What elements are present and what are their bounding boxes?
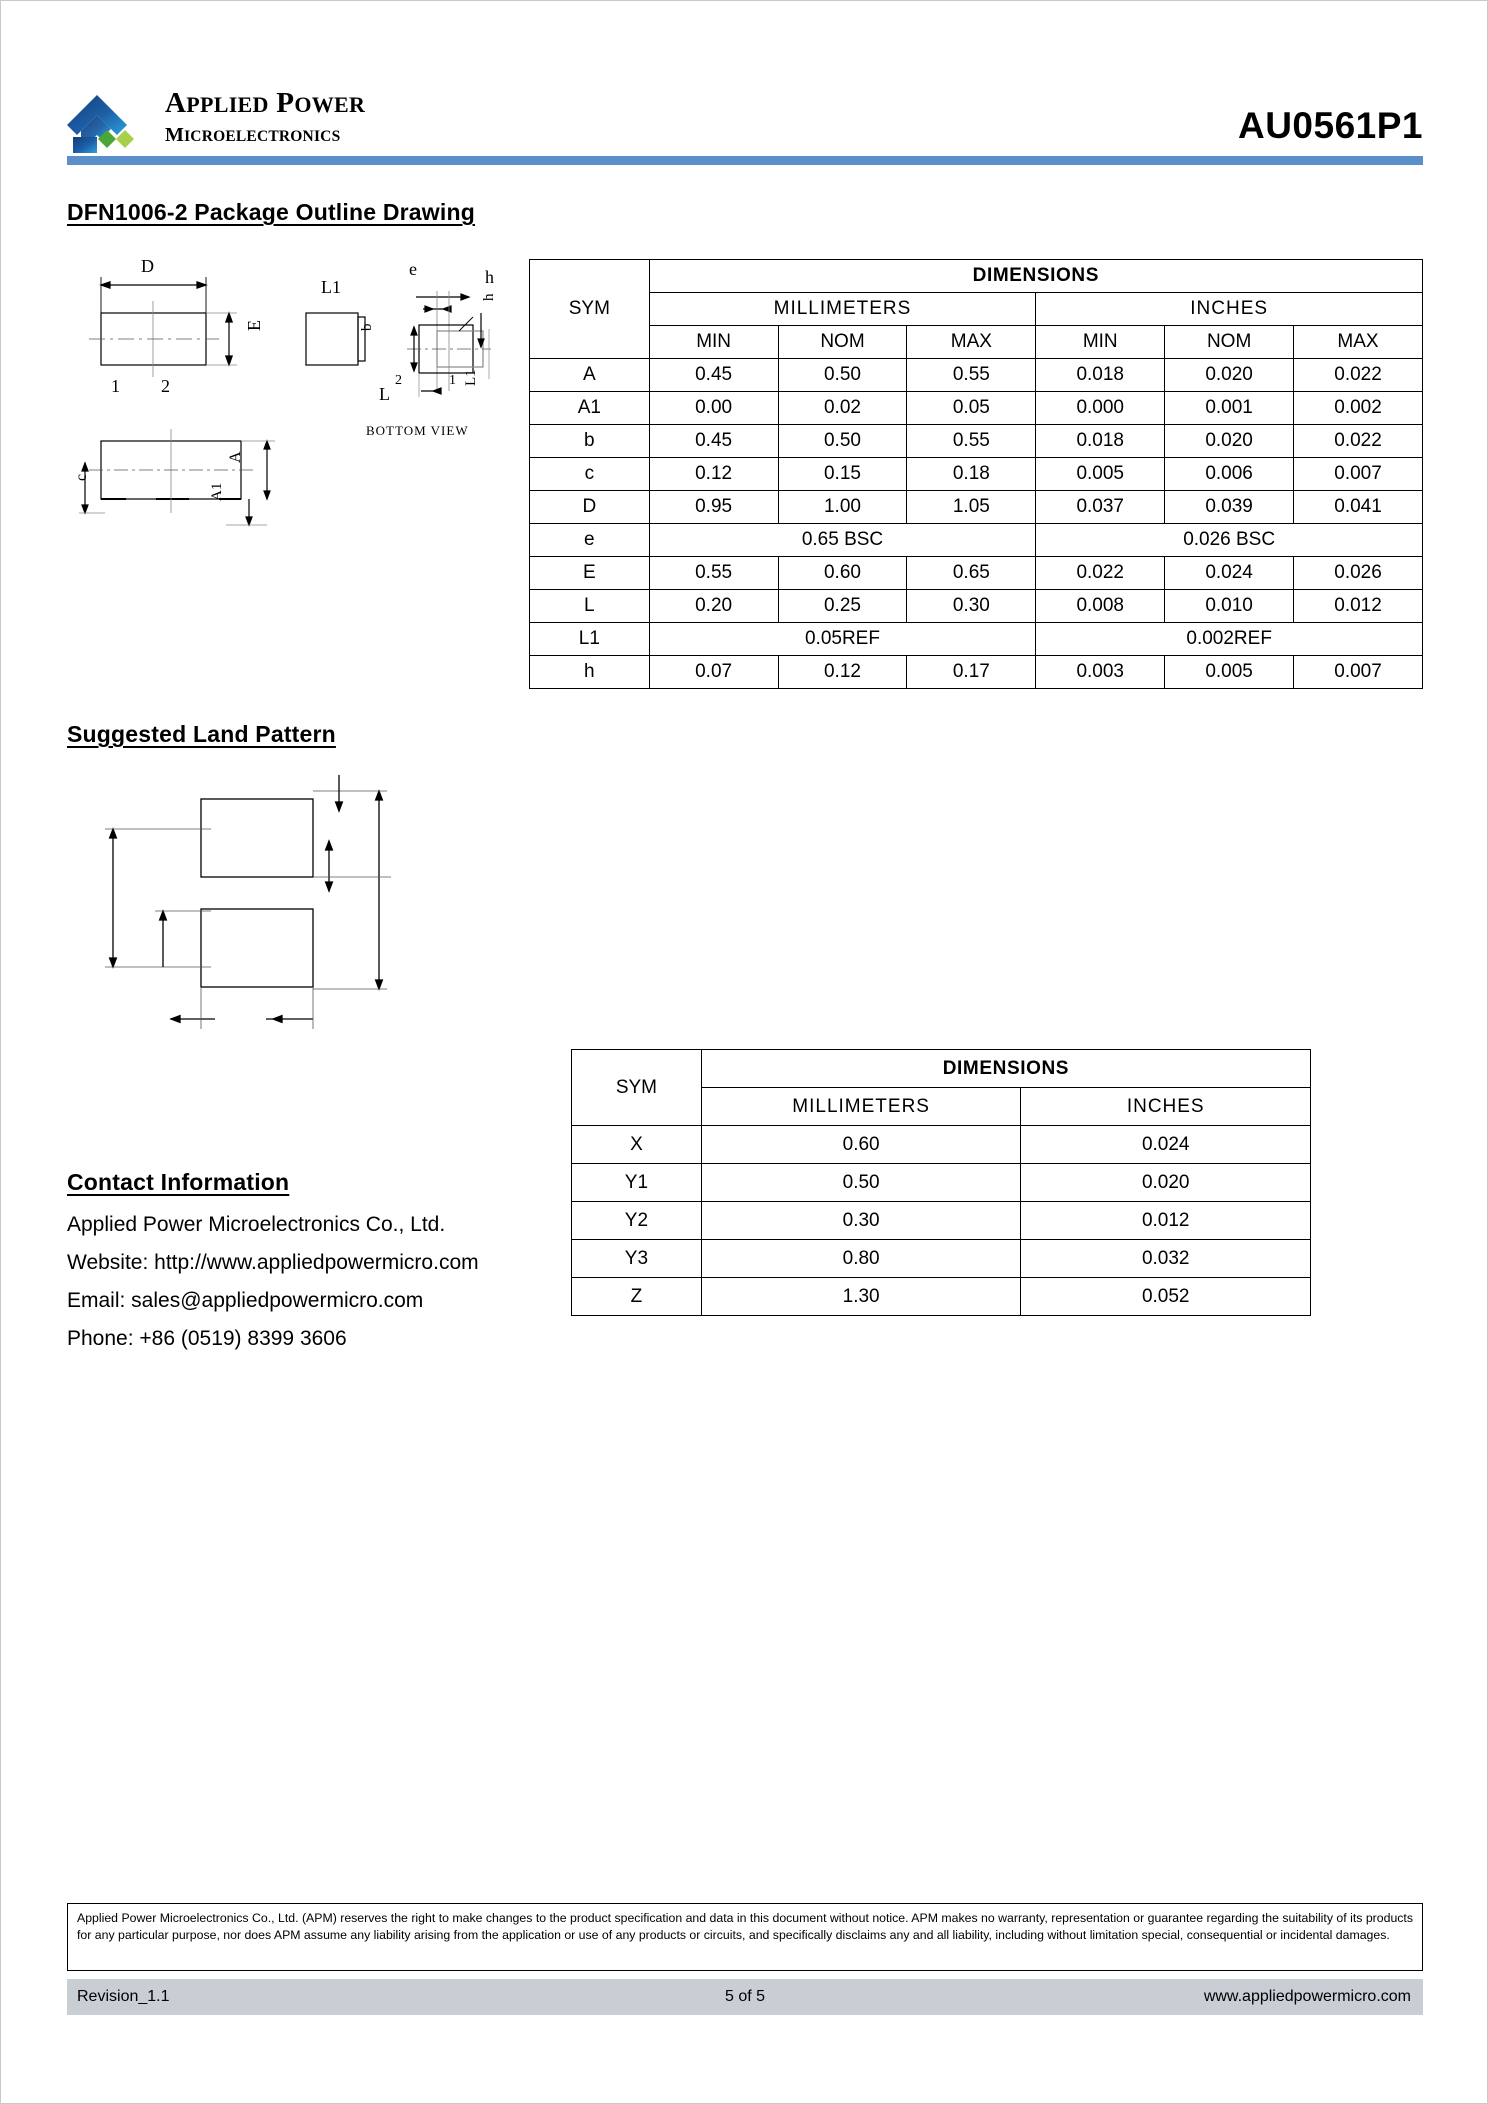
cell-mm: 1.30: [701, 1278, 1021, 1316]
package-dimensions-table: [529, 259, 1423, 689]
drawing-label-h-top: h: [485, 267, 494, 287]
table-row: [572, 1202, 1311, 1240]
cell-in-span: 0.026 BSC: [1036, 524, 1423, 557]
section-title-contact: Contact Information: [67, 1169, 290, 1195]
footer-page-number: 5 of 5: [724, 1988, 766, 2005]
footer-revision: Revision_1.1: [77, 1988, 170, 2005]
cell-mm: 0.60: [701, 1126, 1021, 1164]
cell-in-nom: 0.001: [1165, 392, 1294, 425]
cell-mm-max: 0.05: [907, 392, 1036, 425]
table-row: [530, 425, 1423, 458]
cell-in-max: 0.002: [1294, 392, 1423, 425]
cell-in-nom: 0.010: [1165, 590, 1294, 623]
table-row: [572, 1126, 1311, 1164]
drawing-label-e: e: [409, 259, 417, 279]
cell-mm-nom: 0.15: [778, 458, 907, 491]
cell-mm: 0.50: [701, 1164, 1021, 1202]
land-pattern-drawing: [91, 771, 541, 1061]
table-row: [572, 1278, 1311, 1316]
cell-sym: L1: [530, 623, 650, 656]
cell-mm-nom: 0.60: [778, 557, 907, 590]
drawing-label-E: E: [244, 320, 264, 331]
drawing-label-pin1: 1: [111, 376, 120, 396]
col-mm-min: MIN: [649, 326, 778, 359]
cell-in-max: 0.022: [1294, 359, 1423, 392]
cell-in: 0.024: [1021, 1126, 1311, 1164]
cell-in-max: 0.022: [1294, 425, 1423, 458]
drawing-label-A: A: [227, 451, 244, 463]
land-sym-header-cell: SYM: [572, 1050, 702, 1126]
table-row: [530, 656, 1423, 689]
cell-sym: Z: [572, 1278, 702, 1316]
section-title-package-outline: DFN1006-2 Package Outline Drawing: [67, 199, 475, 225]
cell-in-span: 0.002REF: [1036, 623, 1423, 656]
contact-company: Applied Power Microelectronics Co., Ltd.: [67, 1213, 446, 1236]
drawing-label-bv-pin2: 2: [395, 373, 402, 388]
cell-mm-nom: 0.50: [778, 359, 907, 392]
cell-in-nom: 0.024: [1165, 557, 1294, 590]
cell-sym: Y1: [572, 1164, 702, 1202]
logo-wordmark: [165, 89, 365, 145]
table-row: [572, 1164, 1311, 1202]
table-row: [530, 524, 1423, 557]
drawing-label-bv-pin1: 1: [449, 373, 456, 388]
cell-mm-span: 0.65 BSC: [649, 524, 1036, 557]
land-pattern-dimensions-table: [571, 1049, 1311, 1316]
cell-in-min: 0.008: [1036, 590, 1165, 623]
logo-line-microelectronics: MICROELECTRONICS: [165, 124, 341, 146]
cell-sym: D: [530, 491, 650, 524]
page-header: [67, 87, 1423, 167]
cell-sym: c: [530, 458, 650, 491]
cell-mm-nom: 0.02: [778, 392, 907, 425]
footer-url[interactable]: www.appliedpowermicro.com: [1203, 1988, 1411, 2005]
cell-mm-min: 0.20: [649, 590, 778, 623]
cell-sym: b: [530, 425, 650, 458]
cell-mm-min: 0.55: [649, 557, 778, 590]
col-in-max: MAX: [1294, 326, 1423, 359]
cell-mm-max: 0.55: [907, 425, 1036, 458]
cell-in-min: 0.005: [1036, 458, 1165, 491]
cell-in-min: 0.022: [1036, 557, 1165, 590]
table-row: [530, 590, 1423, 623]
company-logo: [67, 87, 427, 153]
table-row: [530, 623, 1423, 656]
cell-mm-min: 0.45: [649, 359, 778, 392]
cell-sym: A1: [530, 392, 650, 425]
cell-in: 0.012: [1021, 1202, 1311, 1240]
cell-sym: Y2: [572, 1202, 702, 1240]
cell-in-nom: 0.006: [1165, 458, 1294, 491]
drawing-label-L: L: [379, 384, 390, 404]
cell-in-nom: 0.005: [1165, 656, 1294, 689]
cell-in-nom: 0.020: [1165, 359, 1294, 392]
dimensions-header-cell: DIMENSIONS: [649, 260, 1422, 293]
land-col-inches: INCHES: [1021, 1088, 1311, 1126]
cell-mm-min: 0.00: [649, 392, 778, 425]
table-row: [530, 359, 1423, 392]
cell-in-nom: 0.039: [1165, 491, 1294, 524]
table-row: [572, 1240, 1311, 1278]
drawing-label-A1: A1: [209, 482, 225, 501]
cell-mm-min: 0.45: [649, 425, 778, 458]
drawing-label-bottom-view: BOTTOM VIEW: [366, 423, 469, 438]
logo-line-applied-power: APPLIED POWER: [165, 87, 366, 119]
legal-disclaimer: Applied Power Microelectronics Co., Ltd. (APM) reserves the right to make changes to the product specification and data in this document without notice. APM makes no warranty, representation or guarantee regarding the suitability of its products for any particular purpose, nor does APM assume any liability arising from the application or use of any products or circuits, and specifically disclaims any and all liability, including without limitation special, consequential or incidental damages.: [67, 1903, 1423, 1971]
cell-in-min: 0.000: [1036, 392, 1165, 425]
cell-sym: h: [530, 656, 650, 689]
part-number: AU0561P1: [1237, 105, 1423, 146]
land-dimensions-header-cell: DIMENSIONS: [701, 1050, 1310, 1088]
col-mm-max: MAX: [907, 326, 1036, 359]
cell-sym: Y3: [572, 1240, 702, 1278]
cell-mm-min: 0.07: [649, 656, 778, 689]
cell-mm-min: 0.12: [649, 458, 778, 491]
contact-phone: Phone: +86 (0519) 8399 3606: [67, 1327, 347, 1350]
cell-mm-max: 0.55: [907, 359, 1036, 392]
logo-mark-icon: [67, 93, 153, 155]
section-title-land-pattern: Suggested Land Pattern: [67, 721, 336, 747]
cell-sym: E: [530, 557, 650, 590]
cell-mm-nom: 1.00: [778, 491, 907, 524]
sym-header-cell: SYM: [530, 260, 650, 359]
cell-sym: A: [530, 359, 650, 392]
cell-in-min: 0.018: [1036, 359, 1165, 392]
cell-mm-max: 1.05: [907, 491, 1036, 524]
table-row: [530, 491, 1423, 524]
cell-in-min: 0.018: [1036, 425, 1165, 458]
header-divider: [67, 156, 1423, 165]
cell-in-max: 0.007: [1294, 458, 1423, 491]
cell-in: 0.032: [1021, 1240, 1311, 1278]
cell-mm-max: 0.17: [907, 656, 1036, 689]
cell-in-min: 0.003: [1036, 656, 1165, 689]
cell-in-max: 0.012: [1294, 590, 1423, 623]
cell-in-max: 0.026: [1294, 557, 1423, 590]
land-col-millimeters: MILLIMETERS: [701, 1088, 1021, 1126]
cell-sym: X: [572, 1126, 702, 1164]
col-in-min: MIN: [1036, 326, 1165, 359]
table-row: [530, 392, 1423, 425]
millimeters-header-cell: MILLIMETERS: [649, 293, 1036, 326]
table-row: [530, 557, 1423, 590]
cell-mm: 0.80: [701, 1240, 1021, 1278]
cell-in-nom: 0.020: [1165, 425, 1294, 458]
cell-mm-nom: 0.25: [778, 590, 907, 623]
cell-mm-max: 0.18: [907, 458, 1036, 491]
col-mm-nom: NOM: [778, 326, 907, 359]
cell-mm-nom: 0.50: [778, 425, 907, 458]
cell-in-max: 0.007: [1294, 656, 1423, 689]
drawing-label-D: D: [141, 256, 154, 276]
cell-mm-max: 0.65: [907, 557, 1036, 590]
drawing-label-L1-left: L1: [321, 277, 341, 297]
cell-mm-min: 0.95: [649, 491, 778, 524]
cell-mm: 0.30: [701, 1202, 1021, 1240]
drawing-label-h-side: h: [481, 293, 497, 301]
col-in-nom: NOM: [1165, 326, 1294, 359]
drawing-label-L1-right: L1: [463, 369, 479, 386]
contact-website[interactable]: Website: http://www.appliedpowermicro.com: [67, 1251, 479, 1274]
contact-email[interactable]: Email: sales@appliedpowermicro.com: [67, 1289, 424, 1312]
drawing-label-c: c: [73, 473, 90, 481]
page-footer: [67, 1979, 1423, 2015]
cell-in: 0.052: [1021, 1278, 1311, 1316]
cell-in: 0.020: [1021, 1164, 1311, 1202]
table-row: [530, 458, 1423, 491]
cell-mm-max: 0.30: [907, 590, 1036, 623]
drawing-label-pin2: 2: [161, 376, 170, 396]
drawing-label-b: b: [359, 323, 375, 331]
cell-in-min: 0.037: [1036, 491, 1165, 524]
cell-mm-span: 0.05REF: [649, 623, 1036, 656]
package-side-view-drawing: [71, 421, 321, 561]
cell-mm-nom: 0.12: [778, 656, 907, 689]
cell-sym: L: [530, 590, 650, 623]
cell-in-max: 0.041: [1294, 491, 1423, 524]
inches-header-cell: INCHES: [1036, 293, 1423, 326]
cell-sym: e: [530, 524, 650, 557]
